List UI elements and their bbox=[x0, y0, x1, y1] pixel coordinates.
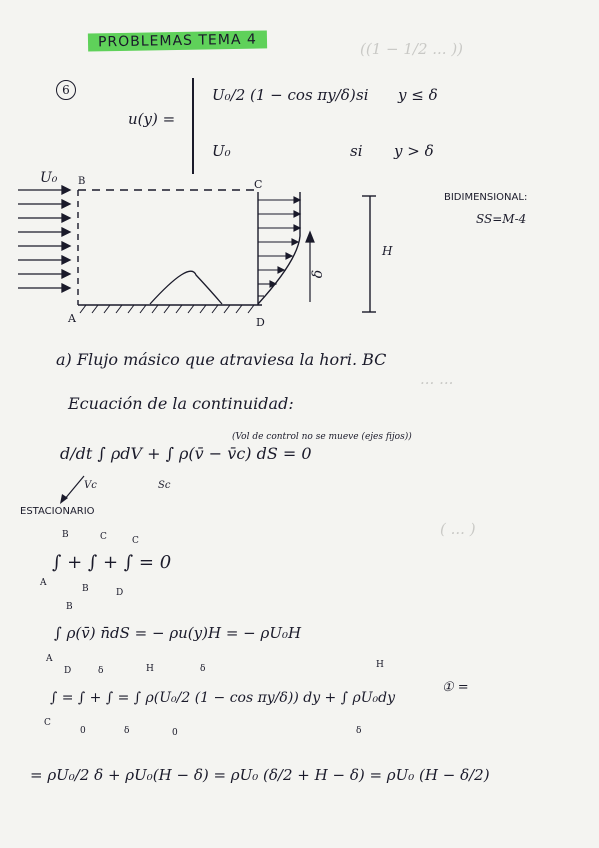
problem-number-text: 6 bbox=[62, 83, 70, 97]
sum-limit: B bbox=[82, 584, 89, 594]
flux-cd-limit: δ bbox=[98, 666, 104, 676]
label-h: H bbox=[382, 244, 393, 258]
label-a: A bbox=[68, 312, 76, 325]
u-lhs: u(y) = bbox=[128, 110, 176, 128]
side-note-line2: SS=M-4 bbox=[476, 212, 527, 226]
flux-cd-limit: δ bbox=[356, 726, 362, 736]
label-c: C bbox=[254, 178, 263, 191]
label-b: B bbox=[78, 176, 86, 187]
flux-ab-limit: B bbox=[66, 602, 73, 612]
continuity-note: (Vol de control no se mueve (ejes fijos)) bbox=[232, 432, 412, 442]
sum-limit: B bbox=[62, 530, 69, 540]
sum-limit: A bbox=[40, 578, 47, 588]
flux-cd-limit: δ bbox=[200, 664, 206, 674]
sum-limit: C bbox=[132, 536, 139, 546]
continuity-sub-vc: Vc bbox=[84, 480, 97, 491]
bleed-through-text: ... ... bbox=[420, 370, 454, 388]
flux-ab-limit: A bbox=[46, 654, 53, 664]
u-row2-cond: y > δ bbox=[394, 142, 434, 160]
page-title: PROBLEMAS TEMA 4 bbox=[88, 30, 267, 51]
stationary-label: ESTACIONARIO bbox=[20, 506, 95, 517]
u-row1: U₀/2 (1 − cos πy/δ) bbox=[212, 86, 356, 104]
u-row1-cond: y ≤ δ bbox=[398, 86, 438, 104]
side-note-line1: BIDIMENSIONAL: bbox=[444, 192, 528, 203]
part-a-heading: a) Flujo másico que atraviesa la hori. BC bbox=[56, 350, 387, 369]
flux-cd-limit: 0 bbox=[172, 728, 178, 738]
flux-cd-limit: C bbox=[44, 718, 51, 728]
flux-cd-limit: D bbox=[64, 666, 72, 676]
final-result: = ρU₀/2 δ + ρU₀(H − δ) = ρU₀ (δ/2 + H − δ) = ρU₀ (H − δ/2) bbox=[30, 766, 490, 784]
u-row1-si: si bbox=[356, 86, 369, 104]
flux-cd-limit: H bbox=[376, 660, 384, 670]
u-row2-si: si bbox=[350, 142, 363, 160]
flux-ab-equation: ∫ ρ(v̄) n̄dS = − ρu(y)H = − ρU₀H bbox=[54, 624, 302, 642]
sum-limit: C bbox=[100, 532, 107, 542]
flux-cd-limit: δ bbox=[124, 726, 130, 736]
label-delta: δ bbox=[310, 269, 327, 279]
continuity-equation: d/dt ∫ ρdV + ∫ ρ(v̄ − v̄c) dS = 0 bbox=[60, 444, 312, 463]
label-u0: U₀ bbox=[40, 170, 58, 186]
label-d: D bbox=[256, 316, 265, 329]
bleed-through-text: ((1 − 1/2 ... )) bbox=[360, 40, 464, 58]
flux-cd-limit: H bbox=[146, 664, 154, 674]
u-row2: U₀ bbox=[212, 142, 231, 160]
sum-limit: D bbox=[116, 588, 124, 598]
flux-cd-limit: 0 bbox=[80, 726, 86, 736]
sum-equation: ∫ + ∫ + ∫ = 0 bbox=[52, 552, 172, 573]
flux-cd-mark: ① = bbox=[442, 680, 469, 695]
continuity-sub-sc: Sc bbox=[158, 480, 171, 491]
bleed-through-text: ( ... ) bbox=[440, 520, 476, 538]
continuity-heading: Ecuación de la continuidad: bbox=[68, 394, 294, 413]
flux-cd-equation: ∫ = ∫ + ∫ = ∫ ρ(U₀/2 (1 − cos πy/δ)) dy + ∫ ρU₀dy bbox=[50, 690, 395, 706]
